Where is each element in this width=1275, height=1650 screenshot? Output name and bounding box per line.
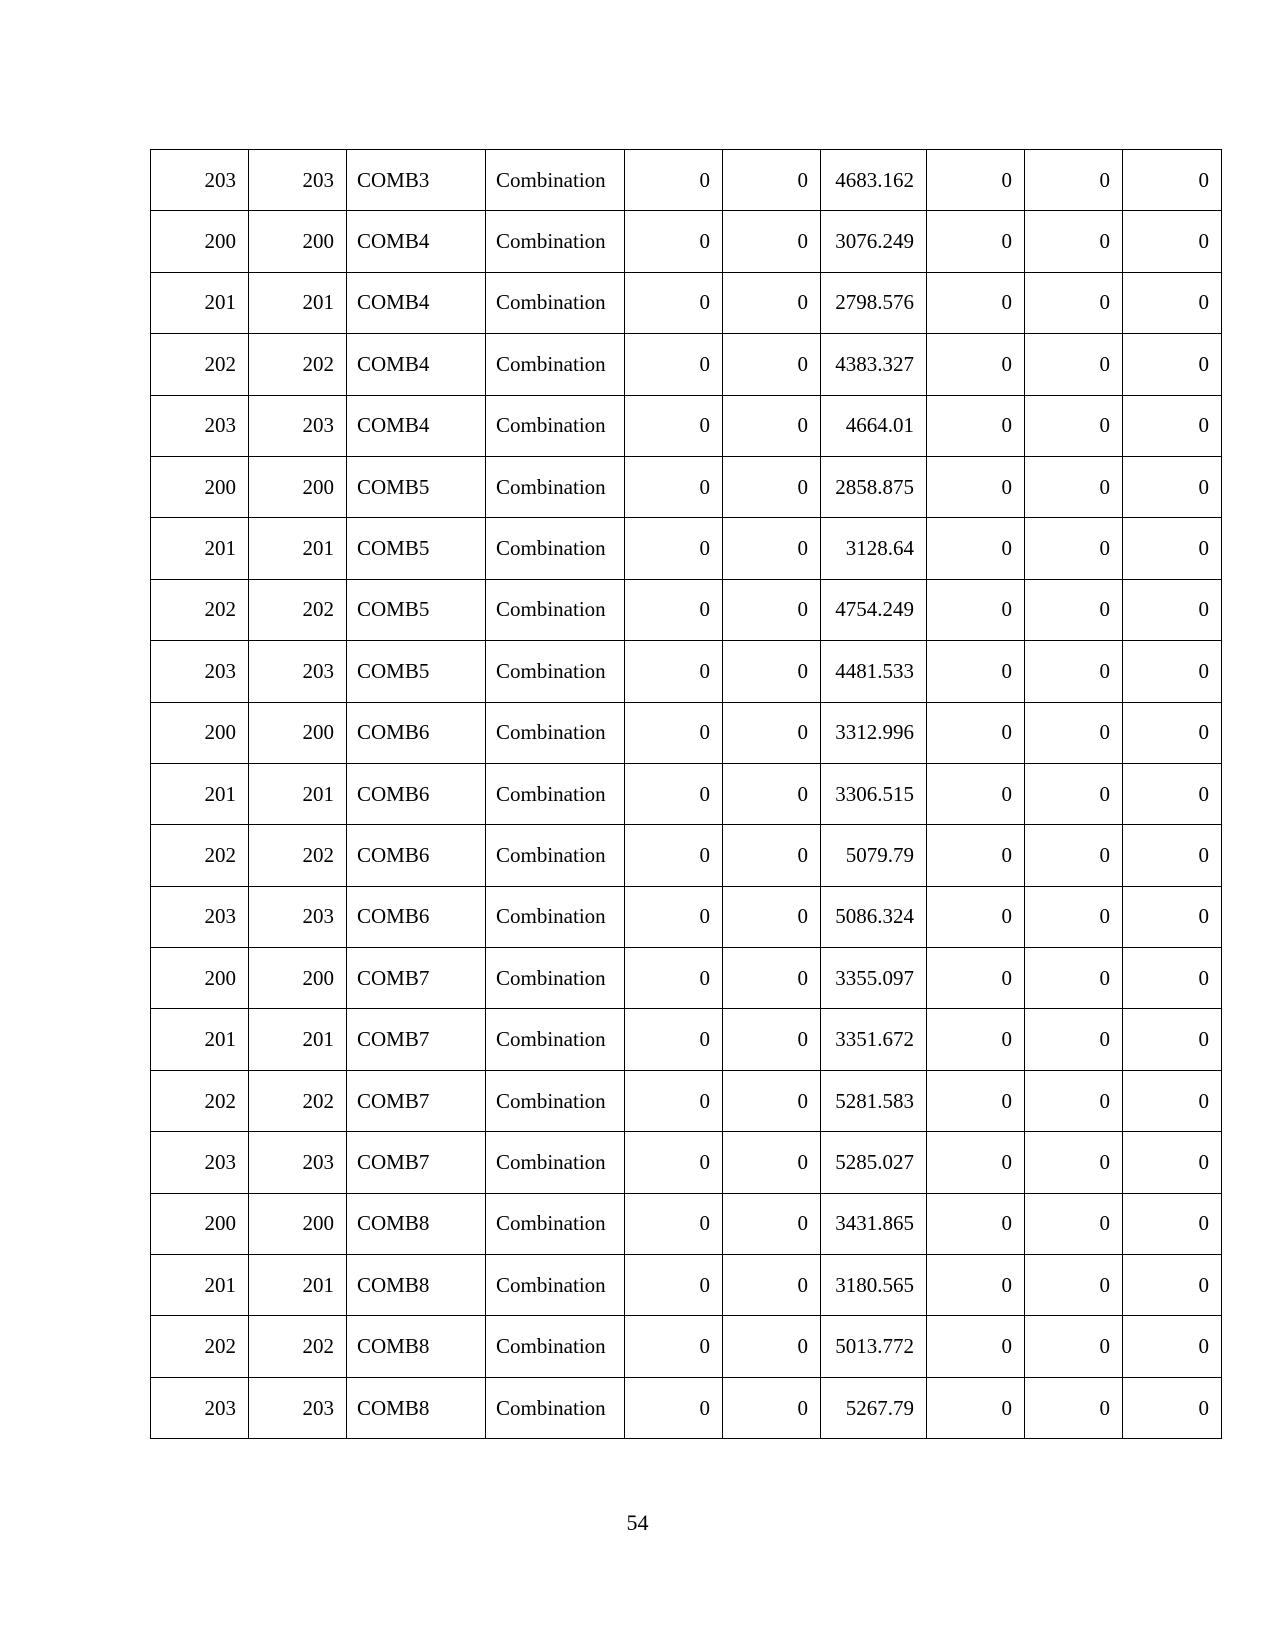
cell-value-1: 0 [625, 1009, 723, 1070]
cell-value-5: 0 [1025, 395, 1123, 456]
cell-value-1: 0 [625, 886, 723, 947]
cell-value-3: 3355.097 [821, 948, 927, 1009]
table-row [151, 579, 1222, 640]
cell-value-1: 0 [625, 395, 723, 456]
cell-combo-type: Combination [486, 1009, 625, 1070]
cell-combo-type: Combination [486, 825, 625, 886]
cell-combo-type: Combination [486, 1316, 625, 1377]
cell-id-b: 201 [249, 1255, 347, 1316]
table-row [151, 763, 1222, 824]
cell-value-6: 0 [1123, 1377, 1222, 1438]
table-row [151, 702, 1222, 763]
cell-combo-name: COMB4 [347, 334, 486, 395]
cell-combo-type: Combination [486, 641, 625, 702]
cell-id-b: 202 [249, 1070, 347, 1131]
cell-id-b: 200 [249, 211, 347, 272]
cell-value-5: 0 [1025, 763, 1123, 824]
cell-id-b: 202 [249, 334, 347, 395]
cell-value-4: 0 [927, 1255, 1025, 1316]
cell-id-b: 202 [249, 579, 347, 640]
cell-id-a: 203 [151, 1377, 249, 1438]
cell-combo-type: Combination [486, 272, 625, 333]
cell-combo-type: Combination [486, 948, 625, 1009]
cell-id-b: 203 [249, 1377, 347, 1438]
cell-value-2: 0 [723, 395, 821, 456]
cell-value-2: 0 [723, 948, 821, 1009]
cell-combo-name: COMB5 [347, 579, 486, 640]
cell-id-a: 200 [151, 948, 249, 1009]
cell-value-2: 0 [723, 1255, 821, 1316]
cell-value-6: 0 [1123, 948, 1222, 1009]
table-row [151, 825, 1222, 886]
cell-id-a: 203 [151, 1132, 249, 1193]
table-row [151, 150, 1222, 211]
cell-value-6: 0 [1123, 1070, 1222, 1131]
cell-value-3: 3306.515 [821, 763, 927, 824]
cell-value-1: 0 [625, 272, 723, 333]
cell-value-3: 3128.64 [821, 518, 927, 579]
cell-value-2: 0 [723, 1316, 821, 1377]
cell-value-2: 0 [723, 641, 821, 702]
cell-value-4: 0 [927, 641, 1025, 702]
cell-id-b: 200 [249, 1193, 347, 1254]
cell-id-a: 201 [151, 763, 249, 824]
cell-value-5: 0 [1025, 1255, 1123, 1316]
table-row [151, 1009, 1222, 1070]
cell-value-5: 0 [1025, 641, 1123, 702]
cell-id-b: 200 [249, 948, 347, 1009]
cell-combo-name: COMB5 [347, 641, 486, 702]
cell-value-1: 0 [625, 1132, 723, 1193]
page-number: 54 [626, 1510, 649, 1535]
cell-value-5: 0 [1025, 886, 1123, 947]
cell-combo-type: Combination [486, 1255, 625, 1316]
cell-combo-type: Combination [486, 456, 625, 517]
cell-combo-type: Combination [486, 1193, 625, 1254]
cell-value-2: 0 [723, 886, 821, 947]
cell-value-4: 0 [927, 334, 1025, 395]
cell-value-6: 0 [1123, 272, 1222, 333]
cell-value-5: 0 [1025, 272, 1123, 333]
cell-combo-type: Combination [486, 763, 625, 824]
cell-combo-type: Combination [486, 579, 625, 640]
cell-value-6: 0 [1123, 763, 1222, 824]
table-row [151, 886, 1222, 947]
cell-id-a: 201 [151, 518, 249, 579]
table-row [151, 641, 1222, 702]
cell-value-1: 0 [625, 211, 723, 272]
cell-value-6: 0 [1123, 1193, 1222, 1254]
cell-value-2: 0 [723, 334, 821, 395]
cell-value-6: 0 [1123, 825, 1222, 886]
cell-value-3: 2798.576 [821, 272, 927, 333]
cell-combo-name: COMB8 [347, 1316, 486, 1377]
cell-id-b: 201 [249, 763, 347, 824]
cell-value-1: 0 [625, 948, 723, 1009]
cell-combo-type: Combination [486, 1070, 625, 1131]
cell-id-b: 203 [249, 886, 347, 947]
cell-value-4: 0 [927, 150, 1025, 211]
cell-combo-name: COMB5 [347, 456, 486, 517]
cell-value-3: 3180.565 [821, 1255, 927, 1316]
cell-value-3: 3312.996 [821, 702, 927, 763]
cell-combo-name: COMB6 [347, 702, 486, 763]
cell-combo-name: COMB4 [347, 211, 486, 272]
cell-combo-type: Combination [486, 150, 625, 211]
cell-value-6: 0 [1123, 1316, 1222, 1377]
cell-combo-name: COMB7 [347, 1132, 486, 1193]
cell-value-3: 4664.01 [821, 395, 927, 456]
table-row [151, 334, 1222, 395]
cell-value-5: 0 [1025, 518, 1123, 579]
cell-value-3: 5267.79 [821, 1377, 927, 1438]
cell-value-1: 0 [625, 1377, 723, 1438]
cell-value-2: 0 [723, 211, 821, 272]
cell-id-b: 203 [249, 1132, 347, 1193]
table-row [151, 1255, 1222, 1316]
cell-value-4: 0 [927, 579, 1025, 640]
cell-value-3: 4383.327 [821, 334, 927, 395]
cell-value-6: 0 [1123, 579, 1222, 640]
table-row [151, 395, 1222, 456]
table-row [151, 1377, 1222, 1438]
cell-value-4: 0 [927, 1316, 1025, 1377]
cell-value-2: 0 [723, 763, 821, 824]
cell-value-5: 0 [1025, 579, 1123, 640]
cell-value-5: 0 [1025, 1377, 1123, 1438]
cell-value-5: 0 [1025, 1070, 1123, 1131]
cell-value-1: 0 [625, 334, 723, 395]
cell-value-3: 4481.533 [821, 641, 927, 702]
cell-id-a: 200 [151, 211, 249, 272]
cell-value-2: 0 [723, 518, 821, 579]
cell-value-2: 0 [723, 1009, 821, 1070]
cell-value-4: 0 [927, 518, 1025, 579]
cell-value-3: 3431.865 [821, 1193, 927, 1254]
cell-id-a: 203 [151, 150, 249, 211]
cell-value-4: 0 [927, 395, 1025, 456]
table-row [151, 1132, 1222, 1193]
table-body [151, 150, 1222, 1439]
cell-value-6: 0 [1123, 334, 1222, 395]
cell-value-3: 2858.875 [821, 456, 927, 517]
cell-value-3: 4754.249 [821, 579, 927, 640]
cell-value-6: 0 [1123, 702, 1222, 763]
cell-value-4: 0 [927, 825, 1025, 886]
cell-value-4: 0 [927, 763, 1025, 824]
cell-value-2: 0 [723, 1132, 821, 1193]
cell-combo-name: COMB4 [347, 395, 486, 456]
cell-value-1: 0 [625, 150, 723, 211]
cell-combo-name: COMB6 [347, 763, 486, 824]
table-row [151, 1070, 1222, 1131]
cell-value-4: 0 [927, 1377, 1025, 1438]
cell-value-1: 0 [625, 702, 723, 763]
cell-value-1: 0 [625, 456, 723, 517]
cell-value-4: 0 [927, 272, 1025, 333]
cell-id-b: 203 [249, 641, 347, 702]
cell-value-2: 0 [723, 579, 821, 640]
cell-id-b: 200 [249, 456, 347, 517]
cell-value-5: 0 [1025, 456, 1123, 517]
cell-value-2: 0 [723, 456, 821, 517]
cell-id-b: 201 [249, 272, 347, 333]
cell-value-3: 5013.772 [821, 1316, 927, 1377]
cell-value-1: 0 [625, 825, 723, 886]
cell-value-1: 0 [625, 1316, 723, 1377]
cell-id-a: 200 [151, 456, 249, 517]
cell-value-6: 0 [1123, 1255, 1222, 1316]
cell-value-3: 5285.027 [821, 1132, 927, 1193]
cell-combo-name: COMB7 [347, 1070, 486, 1131]
cell-id-a: 201 [151, 1009, 249, 1070]
cell-id-b: 201 [249, 1009, 347, 1070]
cell-combo-name: COMB4 [347, 272, 486, 333]
cell-id-a: 201 [151, 272, 249, 333]
cell-id-a: 203 [151, 395, 249, 456]
cell-value-6: 0 [1123, 456, 1222, 517]
cell-value-5: 0 [1025, 1193, 1123, 1254]
cell-combo-name: COMB6 [347, 886, 486, 947]
cell-id-b: 200 [249, 702, 347, 763]
cell-value-2: 0 [723, 272, 821, 333]
cell-value-1: 0 [625, 1255, 723, 1316]
cell-value-4: 0 [927, 886, 1025, 947]
cell-id-b: 201 [249, 518, 347, 579]
cell-value-5: 0 [1025, 948, 1123, 1009]
table-row [151, 948, 1222, 1009]
cell-value-3: 5079.79 [821, 825, 927, 886]
cell-value-1: 0 [625, 579, 723, 640]
cell-value-6: 0 [1123, 886, 1222, 947]
cell-value-4: 0 [927, 1132, 1025, 1193]
cell-combo-name: COMB7 [347, 948, 486, 1009]
cell-value-3: 4683.162 [821, 150, 927, 211]
cell-combo-type: Combination [486, 1377, 625, 1438]
cell-value-6: 0 [1123, 395, 1222, 456]
cell-value-4: 0 [927, 1193, 1025, 1254]
cell-value-6: 0 [1123, 641, 1222, 702]
cell-combo-name: COMB8 [347, 1193, 486, 1254]
cell-combo-name: COMB7 [347, 1009, 486, 1070]
cell-value-6: 0 [1123, 150, 1222, 211]
cell-id-b: 203 [249, 150, 347, 211]
cell-id-a: 202 [151, 579, 249, 640]
data-table [150, 149, 1222, 1439]
cell-combo-name: COMB6 [347, 825, 486, 886]
cell-combo-type: Combination [486, 211, 625, 272]
cell-combo-name: COMB8 [347, 1255, 486, 1316]
cell-id-b: 202 [249, 1316, 347, 1377]
cell-value-5: 0 [1025, 825, 1123, 886]
cell-id-a: 202 [151, 1316, 249, 1377]
cell-combo-name: COMB5 [347, 518, 486, 579]
cell-value-1: 0 [625, 763, 723, 824]
cell-value-1: 0 [625, 641, 723, 702]
cell-value-4: 0 [927, 702, 1025, 763]
cell-value-3: 3351.672 [821, 1009, 927, 1070]
table-row [151, 1193, 1222, 1254]
cell-id-b: 202 [249, 825, 347, 886]
cell-value-5: 0 [1025, 334, 1123, 395]
cell-value-4: 0 [927, 1009, 1025, 1070]
cell-value-2: 0 [723, 825, 821, 886]
table-row [151, 1316, 1222, 1377]
cell-value-2: 0 [723, 1193, 821, 1254]
cell-value-3: 5086.324 [821, 886, 927, 947]
cell-combo-type: Combination [486, 395, 625, 456]
cell-combo-type: Combination [486, 518, 625, 579]
cell-combo-type: Combination [486, 1132, 625, 1193]
cell-combo-type: Combination [486, 886, 625, 947]
cell-value-1: 0 [625, 1070, 723, 1131]
cell-combo-type: Combination [486, 702, 625, 763]
cell-value-6: 0 [1123, 518, 1222, 579]
cell-value-5: 0 [1025, 702, 1123, 763]
cell-value-6: 0 [1123, 1132, 1222, 1193]
cell-value-1: 0 [625, 518, 723, 579]
cell-value-6: 0 [1123, 211, 1222, 272]
cell-id-a: 203 [151, 641, 249, 702]
cell-id-a: 202 [151, 825, 249, 886]
cell-value-3: 3076.249 [821, 211, 927, 272]
cell-combo-name: COMB3 [347, 150, 486, 211]
cell-combo-type: Combination [486, 334, 625, 395]
cell-value-3: 5281.583 [821, 1070, 927, 1131]
table-row [151, 456, 1222, 517]
cell-id-b: 203 [249, 395, 347, 456]
cell-value-5: 0 [1025, 211, 1123, 272]
cell-value-4: 0 [927, 211, 1025, 272]
cell-id-a: 202 [151, 334, 249, 395]
cell-value-4: 0 [927, 948, 1025, 1009]
table-row [151, 518, 1222, 579]
table-row [151, 211, 1222, 272]
cell-value-4: 0 [927, 1070, 1025, 1131]
cell-value-2: 0 [723, 1070, 821, 1131]
cell-value-5: 0 [1025, 1009, 1123, 1070]
cell-value-5: 0 [1025, 150, 1123, 211]
cell-value-2: 0 [723, 1377, 821, 1438]
cell-value-2: 0 [723, 702, 821, 763]
cell-value-2: 0 [723, 150, 821, 211]
cell-value-6: 0 [1123, 1009, 1222, 1070]
cell-value-1: 0 [625, 1193, 723, 1254]
cell-id-a: 203 [151, 886, 249, 947]
cell-id-a: 202 [151, 1070, 249, 1131]
cell-value-5: 0 [1025, 1316, 1123, 1377]
cell-id-a: 200 [151, 702, 249, 763]
table-row [151, 272, 1222, 333]
cell-value-5: 0 [1025, 1132, 1123, 1193]
cell-value-4: 0 [927, 456, 1025, 517]
cell-id-a: 201 [151, 1255, 249, 1316]
cell-combo-name: COMB8 [347, 1377, 486, 1438]
cell-id-a: 200 [151, 1193, 249, 1254]
